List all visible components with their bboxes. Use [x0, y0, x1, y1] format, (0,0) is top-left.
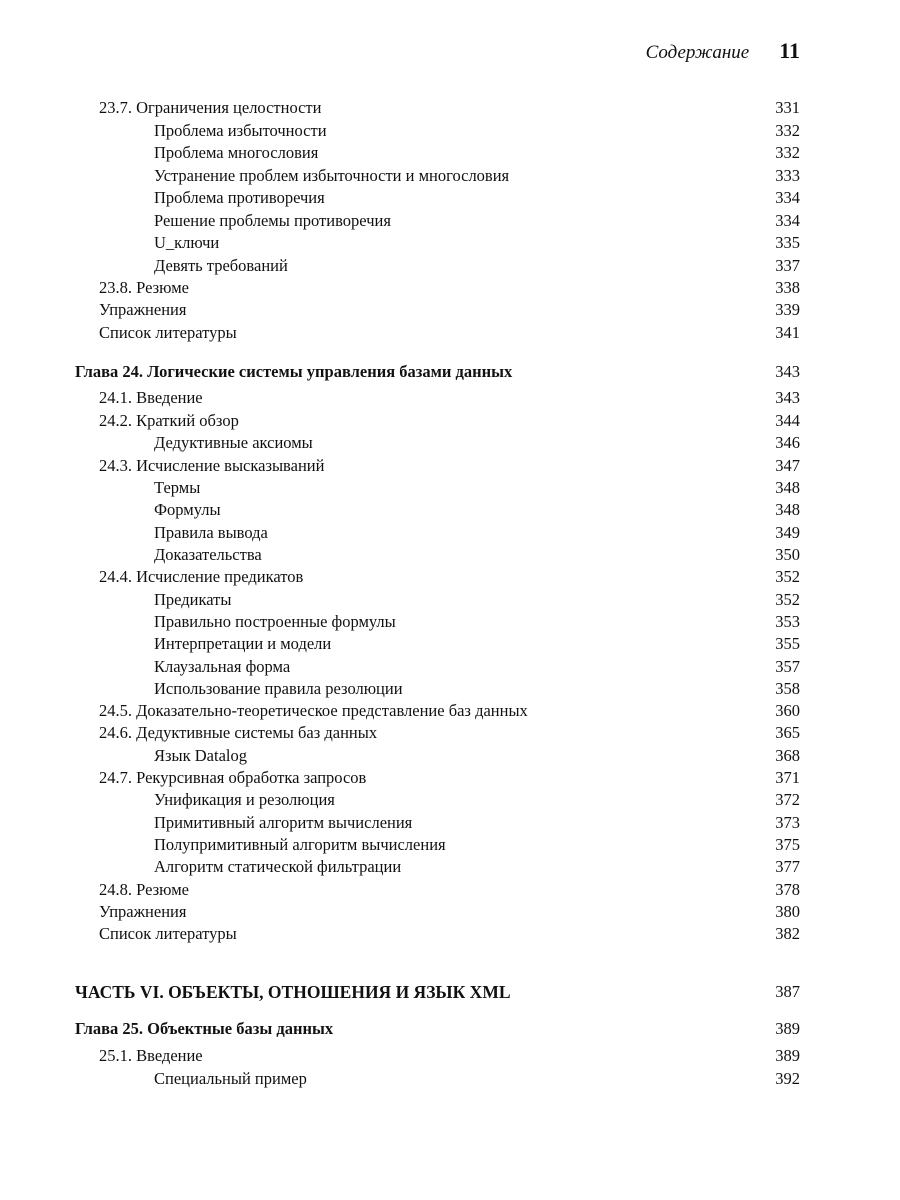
toc-entry-title: 24.7. Рекурсивная обработка запросов [99, 768, 367, 787]
toc-entry [0, 923, 900, 945]
toc-entry [0, 812, 900, 834]
toc-entry-page: 380 [775, 902, 800, 921]
toc-entry [0, 722, 900, 744]
toc-entry-title: Формулы [154, 500, 221, 519]
toc-entry-page: 338 [775, 278, 800, 297]
toc-entry [0, 477, 900, 499]
toc-entry-page: 357 [775, 657, 800, 676]
toc-entry [0, 522, 900, 544]
toc-entry-page: 377 [775, 857, 800, 876]
toc-entry-title: 24.5. Доказательно-теоретическое представление баз данных [99, 701, 528, 720]
toc-entry-page: 343 [775, 388, 800, 407]
toc-entry-title: 24.1. Введение [99, 388, 203, 407]
running-header [646, 38, 800, 64]
toc-entry-title: Использование правила резолюции [154, 679, 403, 698]
toc-entry-page: 344 [775, 411, 800, 430]
toc-entry-page: 339 [775, 300, 800, 319]
toc-entry-title: Дедуктивные аксиомы [154, 433, 313, 452]
toc-entry [0, 255, 900, 277]
toc-entry-title: U_ключи [154, 233, 220, 252]
toc-entry-page: 358 [775, 679, 800, 698]
toc-entry [0, 210, 900, 232]
toc-entry-page: 346 [775, 433, 800, 452]
toc-entry-page: 332 [775, 143, 800, 162]
toc-entry [0, 1068, 900, 1090]
toc-entry-page: 347 [775, 456, 800, 475]
toc-entry-page: 335 [775, 233, 800, 252]
toc-entry-title: 23.8. Резюме [99, 278, 190, 297]
toc-entry [0, 322, 900, 344]
toc-entry [0, 767, 900, 789]
toc-entry-title: Решение проблемы противоречия [154, 211, 391, 230]
toc-entry [0, 187, 900, 209]
toc-entry-page: 373 [775, 813, 800, 832]
toc-entry [0, 1018, 900, 1040]
toc-entry-page: 355 [775, 634, 800, 653]
toc-entry-page: 334 [775, 188, 800, 207]
toc-entry-title: Доказательства [154, 545, 262, 564]
toc-entry [0, 97, 900, 119]
toc-entry-title: Правильно построенные формулы [154, 612, 396, 631]
toc-entry-title: 25.1. Введение [99, 1046, 203, 1065]
toc-entry-page: 365 [775, 723, 800, 742]
toc-entry-title: 24.2. Краткий обзор [99, 411, 239, 430]
toc-entry-page: 348 [775, 500, 800, 519]
toc-entry [0, 566, 900, 588]
toc-entry-title: 24.4. Исчисление предикатов [99, 567, 304, 586]
toc-entry-title: Глава 25. Объектные базы данных [75, 1019, 334, 1038]
toc-entry-title: Алгоритм статической фильтрации [154, 857, 402, 876]
toc-entry-page: 349 [775, 523, 800, 542]
toc-entry [0, 834, 900, 856]
toc-entry [0, 299, 900, 321]
toc-entry-page: 343 [775, 362, 800, 381]
toc-entry-page: 389 [775, 1019, 800, 1038]
toc-entry-title: Интерпретации и модели [154, 634, 332, 653]
toc-entry-page: 389 [775, 1046, 800, 1065]
toc-entry [0, 678, 900, 700]
toc-entry-title: 24.3. Исчисление высказываний [99, 456, 325, 475]
toc-entry-title: Проблема многословия [154, 143, 319, 162]
toc-entry [0, 633, 900, 655]
toc-entry-title: Упражнения [99, 902, 187, 921]
toc-entry-page: 334 [775, 211, 800, 230]
toc-entry [0, 387, 900, 409]
toc-entry [0, 901, 900, 923]
toc-entry-title: 23.7. Ограничения целостности [99, 98, 322, 117]
toc-entry-title: Глава 24. Логические системы управления базами данных [75, 362, 513, 381]
toc-entry [0, 856, 900, 878]
toc-entry-title: Унификация и резолюция [154, 790, 335, 809]
toc-entry-page: 382 [775, 924, 800, 943]
toc-entry [0, 789, 900, 811]
toc-entry-title: Список литературы [99, 323, 237, 342]
toc-entry [0, 589, 900, 611]
toc-entry-page: 331 [775, 98, 800, 117]
toc-entry [0, 165, 900, 187]
toc-entry-page: 371 [775, 768, 800, 787]
toc-entry-title: Упражнения [99, 300, 187, 319]
toc-entry-page: 337 [775, 256, 800, 275]
toc-entry [0, 544, 900, 566]
toc-entry [0, 142, 900, 164]
toc-entry-page: 333 [775, 166, 800, 185]
toc-entry [0, 277, 900, 299]
toc-entry-title: Язык Datalog [154, 746, 247, 765]
toc-entry-title: Полупримитивный алгоритм вычисления [154, 835, 446, 854]
toc-entry [0, 455, 900, 477]
toc-entry-page: 360 [775, 701, 800, 720]
toc-entry-title: Термы [154, 478, 201, 497]
toc-entry-page: 378 [775, 880, 800, 899]
toc-entry-title: Специальный пример [154, 1069, 307, 1088]
toc-entry-title: Примитивный алгоритм вычисления [154, 813, 413, 832]
toc-entry [0, 611, 900, 633]
toc-entry-page: 341 [775, 323, 800, 342]
toc-entry-page: 387 [775, 982, 800, 1001]
toc-entry-page: 392 [775, 1069, 800, 1088]
toc-entry-page: 353 [775, 612, 800, 631]
toc-entry-page: 372 [775, 790, 800, 809]
toc-entry [0, 410, 900, 432]
toc-entry [0, 120, 900, 142]
toc-entry [0, 700, 900, 722]
toc-entry-title: Клаузальная форма [154, 657, 291, 676]
toc-entry [0, 879, 900, 901]
toc-entry [0, 981, 900, 1003]
toc-entry-title: Правила вывода [154, 523, 268, 542]
toc-entry-title: Список литературы [99, 924, 237, 943]
toc-entry-title: 24.6. Дедуктивные системы баз данных [99, 723, 378, 742]
page-number: 11 [779, 38, 800, 63]
toc-entry-title: Проблема избыточности [154, 121, 327, 140]
toc-entry [0, 1045, 900, 1067]
toc-entry-title: ЧАСТЬ VI. ОБЪЕКТЫ, ОТНОШЕНИЯ И ЯЗЫК XML [75, 982, 511, 1002]
toc-entry [0, 745, 900, 767]
toc-entry-title: Девять требований [154, 256, 288, 275]
toc-entry-title: Проблема противоречия [154, 188, 325, 207]
toc-entry [0, 361, 900, 383]
toc-entry [0, 656, 900, 678]
toc-entry [0, 232, 900, 254]
toc-entry-title: Предикаты [154, 590, 232, 609]
toc-entry [0, 432, 900, 454]
toc-entry-page: 348 [775, 478, 800, 497]
toc-entry-title: 24.8. Резюме [99, 880, 190, 899]
toc-entry-page: 350 [775, 545, 800, 564]
toc-entry-page: 352 [775, 567, 800, 586]
toc-entry-page: 368 [775, 746, 800, 765]
toc-entry-title: Устранение проблем избыточности и многословия [154, 166, 510, 185]
toc-entry-page: 352 [775, 590, 800, 609]
toc-entry [0, 499, 900, 521]
toc-entry-page: 375 [775, 835, 800, 854]
running-header-section: Содержание [645, 42, 750, 63]
toc-entry-page: 332 [775, 121, 800, 140]
